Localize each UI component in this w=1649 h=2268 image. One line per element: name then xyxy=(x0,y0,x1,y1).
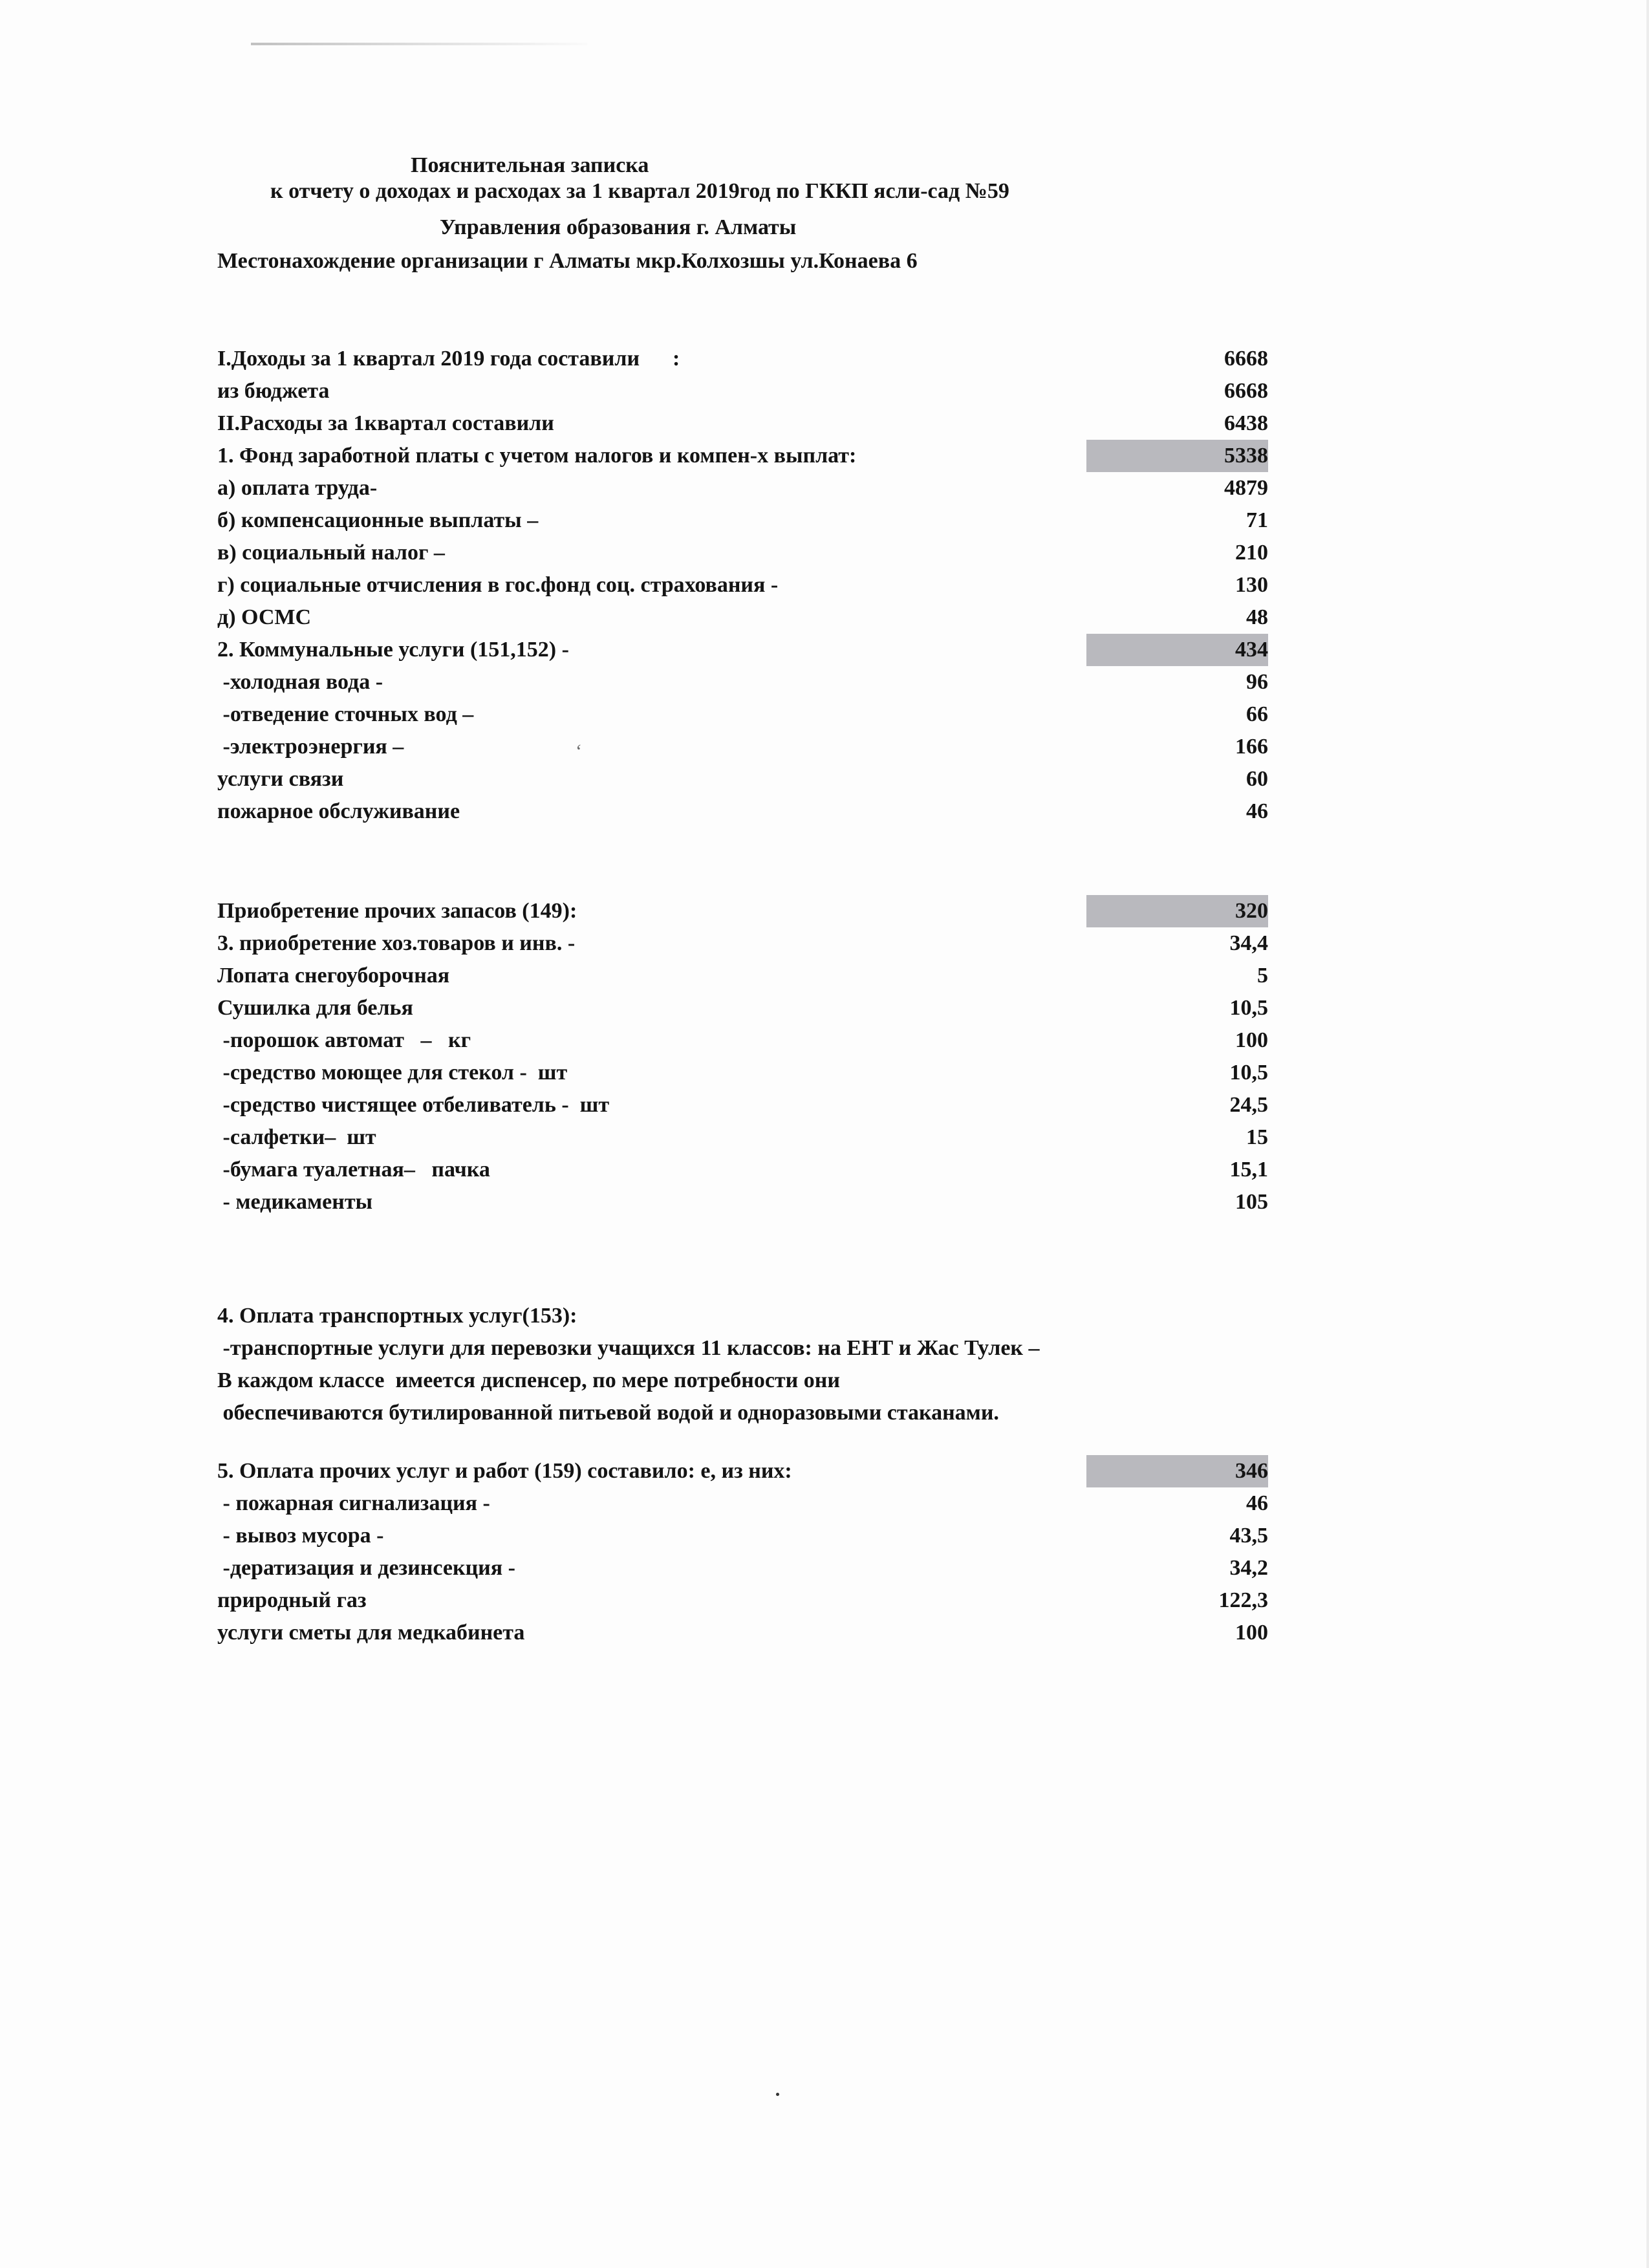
row-value: 34,2 xyxy=(1229,1556,1268,1580)
row-value-highlighted: 320 xyxy=(1086,895,1268,927)
row-value-highlighted: 5338 xyxy=(1086,440,1268,472)
row-value: 130 xyxy=(1235,573,1268,597)
report-row xyxy=(217,375,1268,407)
row-label: 3. приобретение хоз.товаров и инв. - xyxy=(217,931,576,955)
report-row xyxy=(217,407,1268,440)
row-value: 10,5 xyxy=(1229,1061,1268,1085)
report-row xyxy=(217,992,1268,1024)
row-label: Приобретение прочих запасов (149): xyxy=(217,899,577,923)
report-row xyxy=(217,343,1268,375)
report-row xyxy=(217,1487,1268,1520)
row-value: 15 xyxy=(1246,1125,1268,1149)
row-label: б) компенсационные выплаты – xyxy=(217,508,539,532)
report-row xyxy=(217,895,1268,927)
row-label: 1. Фонд заработной платы с учетом налогов и компен-х выплат: xyxy=(217,444,857,468)
row-value: 5 xyxy=(1257,964,1268,988)
row-value: 100 xyxy=(1235,1028,1268,1052)
row-label: - медикаменты xyxy=(217,1190,373,1214)
report-row xyxy=(217,569,1268,601)
report-row xyxy=(217,1154,1268,1186)
row-label: - пожарная сигнализация - xyxy=(217,1491,490,1515)
report-row xyxy=(217,666,1268,698)
row-label: Лопата снегоуборочная xyxy=(217,964,450,988)
row-value: 15,1 xyxy=(1229,1158,1268,1182)
report-row xyxy=(217,1057,1268,1089)
header-title: Пояснительная записка xyxy=(411,153,649,177)
header-subtitle: к отчету о доходах и расходах за 1 квартал 2019год по ГККП ясли-сад №59 xyxy=(270,179,1009,203)
row-value-highlighted: 434 xyxy=(1086,634,1268,666)
row-value: 46 xyxy=(1246,1491,1268,1515)
row-value: 166 xyxy=(1235,735,1268,759)
row-value: 34,4 xyxy=(1229,931,1268,955)
row-value: 48 xyxy=(1246,605,1268,629)
row-label: -электроэнергия – xyxy=(217,735,404,759)
report-row xyxy=(217,504,1268,537)
row-label: -средство моющее для стекол - шт xyxy=(217,1061,568,1085)
row-value: 46 xyxy=(1246,799,1268,823)
report-row xyxy=(217,927,1268,960)
row-label: пожарное обслуживание xyxy=(217,799,460,823)
row-value: 105 xyxy=(1235,1190,1268,1214)
scan-edge xyxy=(1646,0,1649,2268)
row-label: 5. Оплата прочих услуг и работ (159) составило: е, из них: xyxy=(217,1459,792,1483)
report-row xyxy=(217,795,1268,828)
row-label: из бюджета xyxy=(217,379,330,403)
section4-line1: -транспортные услуги для перевозки учащихся 11 классов: на ЕНТ и Жас Тулек – xyxy=(217,1336,1040,1360)
row-label: г) социальные отчисления в гос.фонд соц. страхования - xyxy=(217,573,779,597)
row-label: природный газ xyxy=(217,1588,367,1612)
row-value: 60 xyxy=(1246,767,1268,791)
report-row xyxy=(217,1089,1268,1121)
row-value: 96 xyxy=(1246,670,1268,694)
report-row xyxy=(217,1520,1268,1552)
row-value: 6668 xyxy=(1224,379,1268,403)
report-row xyxy=(217,763,1268,795)
row-value-highlighted: 346 xyxy=(1086,1455,1268,1487)
row-label: а) оплата труда- xyxy=(217,476,378,500)
row-label: -порошок автомат – кг xyxy=(217,1028,471,1052)
header-location: Местонахождение организации г Алматы мкр.Колхозшы ул.Конаева 6 xyxy=(217,249,918,273)
row-label: -отведение сточных вод – xyxy=(217,702,474,726)
report-row xyxy=(217,1121,1268,1154)
row-label: услуги связи xyxy=(217,767,344,791)
row-value: 24,5 xyxy=(1229,1093,1268,1117)
report-row xyxy=(217,1552,1268,1584)
row-value: 210 xyxy=(1235,541,1268,565)
report-row xyxy=(217,1617,1268,1649)
row-label: в) социальный налог – xyxy=(217,541,445,565)
row-value: 122,3 xyxy=(1218,1588,1268,1612)
row-label: -дератизация и дезинсекция - xyxy=(217,1556,515,1580)
row-value: 10,5 xyxy=(1229,996,1268,1020)
row-label: -салфетки– шт xyxy=(217,1125,376,1149)
section4-line3: обеспечиваются бутилированной питьевой водой и одноразовыми стаканами. xyxy=(217,1401,999,1425)
row-label: 2. Коммунальные услуги (151,152) - xyxy=(217,638,569,662)
scan-artifact xyxy=(251,43,587,45)
row-label: услуги сметы для медкабинета xyxy=(217,1621,525,1645)
row-label: -средство чистящее отбеливатель - шт xyxy=(217,1093,610,1117)
scan-speck: ‘ xyxy=(576,740,582,762)
header-department: Управления образования г. Алматы xyxy=(440,215,797,239)
row-label: - вывоз мусора - xyxy=(217,1524,384,1548)
row-label: Сушилка для белья xyxy=(217,996,413,1020)
row-value: 66 xyxy=(1246,702,1268,726)
row-label: II.Расходы за 1квартал составили xyxy=(217,411,554,435)
report-row xyxy=(217,1584,1268,1617)
row-value: 6668 xyxy=(1224,347,1268,371)
report-row xyxy=(217,698,1268,731)
report-row xyxy=(217,1455,1268,1487)
report-row xyxy=(217,1024,1268,1057)
row-label: I.Доходы за 1 квартал 2019 года составили : xyxy=(217,347,680,371)
report-row xyxy=(217,731,1268,763)
row-value: 6438 xyxy=(1224,411,1268,435)
section4-title: 4. Оплата транспортных услуг(153): xyxy=(217,1304,577,1328)
row-value: 43,5 xyxy=(1229,1524,1268,1548)
report-row xyxy=(217,440,1268,472)
row-label: д) ОСМС xyxy=(217,605,312,629)
report-row xyxy=(217,537,1268,569)
report-row xyxy=(217,634,1268,666)
row-label: -холодная вода - xyxy=(217,670,383,694)
report-row xyxy=(217,1186,1268,1218)
scan-dot xyxy=(776,2093,779,2096)
row-label: -бумага туалетная– пачка xyxy=(217,1158,490,1182)
row-value: 100 xyxy=(1235,1621,1268,1645)
report-row xyxy=(217,960,1268,992)
row-value: 4879 xyxy=(1224,476,1268,500)
row-value: 71 xyxy=(1246,508,1268,532)
report-row xyxy=(217,472,1268,504)
report-row xyxy=(217,601,1268,634)
section4-line2: В каждом классе имеется диспенсер, по мере потребности они xyxy=(217,1368,840,1392)
